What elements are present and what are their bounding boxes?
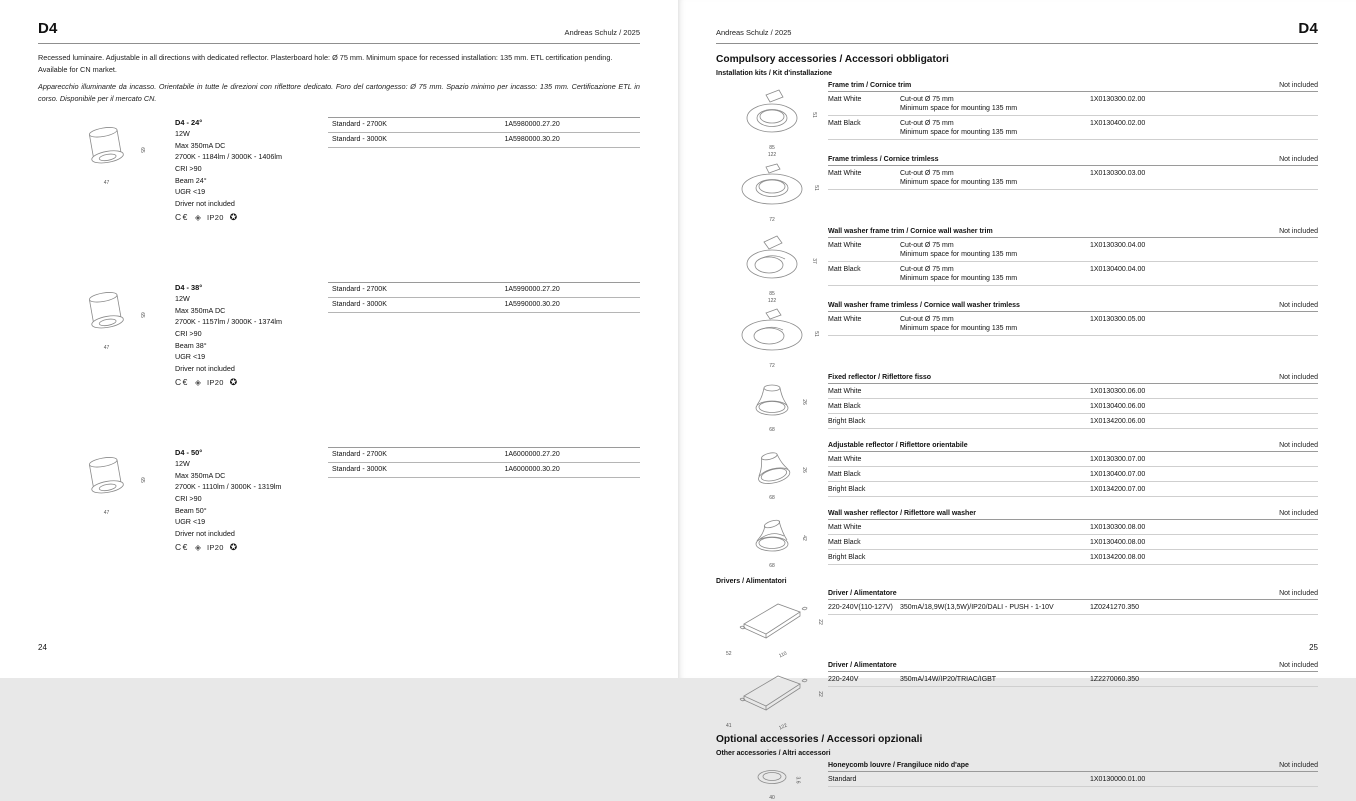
order-code: 1X0130300.02.00 bbox=[1090, 95, 1146, 103]
spec-notes bbox=[900, 675, 1090, 684]
accessory-item bbox=[716, 82, 1318, 151]
spec-notes bbox=[900, 241, 1090, 259]
product-description-en: Recessed luminaire. Adjustable in all directions with dedicated reflector. Plasterboard hole: Ø 75 mm. Minimum space for recessed installation: 135 mm. ETL certification pending. Available for CN market. bbox=[38, 53, 613, 74]
variant-label: Standard - 3000K bbox=[332, 135, 387, 143]
spotlight-drawing bbox=[78, 453, 145, 516]
variant-row bbox=[328, 283, 640, 298]
spec-line: 12W bbox=[175, 459, 190, 469]
spec-line: UGR <19 bbox=[175, 187, 206, 197]
group-label: Installation kits / Kit d'installazione bbox=[716, 70, 833, 77]
finish-label: Matt White bbox=[828, 169, 862, 177]
accessory-item bbox=[716, 662, 1318, 732]
reflector-adjustable-drawing bbox=[746, 446, 808, 501]
dimension-label: 51 bbox=[813, 330, 820, 337]
dimension-label: 22 bbox=[817, 618, 824, 625]
accessory-title: Driver / Alimentatore bbox=[828, 590, 897, 597]
finish-label: Matt White bbox=[828, 387, 862, 395]
honeycomb-drawing bbox=[752, 766, 801, 801]
variant-code: 1A6000000.30.20 bbox=[504, 465, 560, 473]
accessory-table bbox=[828, 662, 1318, 721]
section-title: Compulsory accessories / Accessori obbligatori bbox=[716, 54, 949, 65]
variant-code: 1A5990000.30.20 bbox=[504, 300, 560, 308]
spec-line: Beam 50° bbox=[175, 505, 207, 515]
spec-line: Max 350mA DC bbox=[175, 470, 226, 480]
ce-icon: C€ bbox=[175, 212, 189, 223]
order-code: 1X0134200.08.00 bbox=[1090, 553, 1146, 561]
adjustable-diamond-icon: ◈ bbox=[194, 213, 202, 223]
not-included-label: Not included bbox=[1279, 590, 1318, 597]
spec-note-line: Cut-out Ø 75 mm bbox=[900, 119, 954, 127]
spec-note-line: Cut-out Ø 75 mm bbox=[900, 265, 954, 273]
accessory-row bbox=[828, 414, 1318, 429]
accessory-row bbox=[828, 550, 1318, 565]
product-name: D4 - 50° bbox=[175, 447, 203, 457]
spec-notes bbox=[900, 523, 1090, 532]
spec-notes bbox=[900, 775, 1090, 784]
variant-table bbox=[328, 117, 640, 148]
product-name: D4 - 24° bbox=[175, 117, 203, 127]
accessory-row bbox=[828, 520, 1318, 535]
dimension-label: 40 bbox=[769, 795, 775, 801]
page-number-right: 25 bbox=[1309, 643, 1318, 652]
wallwasher-trim-ring-drawing bbox=[736, 232, 818, 297]
spec-notes bbox=[900, 169, 1090, 187]
spec-line: CRI >90 bbox=[175, 329, 202, 339]
order-code: 1X0130400.08.00 bbox=[1090, 538, 1146, 546]
dimension-label: 26 bbox=[801, 466, 808, 473]
etl-icon: ✪ bbox=[229, 377, 238, 388]
right-page-header bbox=[716, 20, 1318, 44]
dimension-label: 47 bbox=[103, 344, 110, 351]
dimension-label: 72 bbox=[769, 363, 775, 369]
accessory-drawing-column bbox=[716, 298, 828, 369]
dimension-label: 122 bbox=[777, 722, 788, 732]
trim-ring-drawing bbox=[736, 86, 818, 151]
spec-line: 2700K - 1184lm / 3000K - 1406lm bbox=[175, 152, 282, 162]
spec-notes bbox=[900, 119, 1090, 137]
order-code: 1X0130400.02.00 bbox=[1090, 119, 1146, 127]
accessory-table bbox=[828, 82, 1318, 143]
accessory-drawing-column bbox=[716, 590, 828, 660]
accessory-table bbox=[828, 442, 1318, 497]
driver-box-drawing bbox=[726, 666, 824, 732]
not-included-label: Not included bbox=[1279, 510, 1318, 517]
spec-notes bbox=[900, 402, 1090, 411]
accessory-title: Wall washer reflector / Riflettore wall washer bbox=[828, 510, 976, 517]
finish-label: Matt White bbox=[828, 315, 862, 323]
spec-line: Beam 24° bbox=[175, 175, 207, 185]
accessory-title: Honeycomb louvre / Frangiluce nido d'ape bbox=[828, 762, 969, 769]
dimension-label: 65 bbox=[138, 147, 145, 153]
dimension-label: 68 bbox=[769, 563, 775, 569]
spec-note-line: Minimum space for mounting 135 mm bbox=[900, 324, 1018, 332]
finish-label: Matt White bbox=[828, 523, 862, 531]
accessory-row bbox=[828, 535, 1318, 550]
spec-line: Driver not included bbox=[175, 198, 235, 208]
accessory-row bbox=[828, 384, 1318, 399]
spec-note-line: Minimum space for mounting 135 mm bbox=[900, 178, 1018, 186]
accessory-title: Wall washer frame trim / Cornice wall washer trim bbox=[828, 228, 993, 235]
accessory-item bbox=[716, 590, 1318, 660]
product-block bbox=[38, 117, 640, 282]
order-code: 1Z2270060.350 bbox=[1090, 675, 1140, 683]
page-title: D4 bbox=[1298, 20, 1318, 37]
author-credit: Andreas Schulz / 2025 bbox=[716, 28, 792, 37]
accessory-table bbox=[828, 374, 1318, 429]
ip20-icon: IP20 bbox=[207, 213, 224, 223]
accessory-item bbox=[716, 442, 1318, 501]
variant-row bbox=[328, 448, 640, 463]
variant-row bbox=[328, 118, 640, 133]
spec-line: CRI >90 bbox=[175, 164, 202, 174]
accessory-drawing-column bbox=[716, 374, 828, 433]
spec-line: CRI >90 bbox=[175, 494, 202, 504]
left-products bbox=[38, 117, 640, 612]
accessory-row bbox=[828, 116, 1318, 140]
spec-notes bbox=[900, 538, 1090, 547]
right-sections bbox=[716, 54, 1318, 801]
variant-code: 1A5980000.27.20 bbox=[504, 120, 560, 128]
variant-label: Standard - 3000K bbox=[332, 465, 387, 473]
group-label: Drivers / Alimentatori bbox=[716, 578, 787, 585]
dimension-label: 85 bbox=[769, 145, 775, 151]
spec-notes bbox=[900, 470, 1090, 479]
adjustable-diamond-icon: ◈ bbox=[194, 543, 202, 553]
accessory-row bbox=[828, 166, 1318, 190]
spec-line: Beam 38° bbox=[175, 340, 207, 350]
accessory-title-row bbox=[828, 662, 1318, 672]
order-code: 1X0130400.07.00 bbox=[1090, 470, 1146, 478]
accessory-row bbox=[828, 92, 1318, 116]
product-drawing-column bbox=[38, 447, 175, 612]
spec-line: UGR <19 bbox=[175, 517, 206, 527]
order-code: 1X0130000.01.00 bbox=[1090, 775, 1146, 783]
accessory-title-row bbox=[828, 156, 1318, 166]
not-included-label: Not included bbox=[1279, 82, 1318, 89]
variant-label: Standard - 3000K bbox=[332, 300, 387, 308]
dimension-label: 68 bbox=[769, 495, 775, 501]
spec-line: Max 350mA DC bbox=[175, 140, 226, 150]
dimension-label: 72 bbox=[769, 217, 775, 223]
dimension-label: 122 bbox=[767, 152, 777, 158]
spec-notes bbox=[900, 315, 1090, 333]
finish-label: Bright Black bbox=[828, 417, 866, 425]
accessory-title-row bbox=[828, 228, 1318, 238]
spec-notes bbox=[900, 387, 1090, 396]
dimension-label: 122 bbox=[767, 298, 777, 304]
spec-line: 2700K - 1157lm / 3000K - 1374lm bbox=[175, 317, 282, 327]
dimension-label: 85 bbox=[769, 291, 775, 297]
accessory-row bbox=[828, 672, 1318, 687]
order-code: 1X0130300.06.00 bbox=[1090, 387, 1146, 395]
finish-label: Matt Black bbox=[828, 538, 861, 546]
dimension-label: 22 bbox=[817, 690, 824, 697]
reflector-wallwasher-drawing bbox=[746, 514, 808, 569]
spotlight-drawing bbox=[78, 288, 145, 351]
order-code: 1X0130300.07.00 bbox=[1090, 455, 1146, 463]
dimension-label: 37 bbox=[811, 257, 818, 264]
spec-line: Max 350mA DC bbox=[175, 305, 226, 315]
ce-icon: C€ bbox=[175, 542, 189, 553]
accessory-row bbox=[828, 600, 1318, 615]
accessory-table bbox=[828, 590, 1318, 649]
dimension-label: 65 bbox=[138, 477, 145, 483]
variant-table bbox=[328, 447, 640, 478]
not-included-label: Not included bbox=[1279, 662, 1318, 669]
spotlight-drawing bbox=[78, 123, 145, 186]
finish-label: Matt Black bbox=[828, 470, 861, 478]
spec-notes bbox=[900, 553, 1090, 562]
accessory-table bbox=[828, 156, 1318, 215]
dimension-label: 52 bbox=[726, 651, 732, 657]
spec-note-line: Minimum space for mounting 135 mm bbox=[900, 128, 1018, 136]
variant-label: Standard - 2700K bbox=[332, 450, 387, 458]
finish-label: Bright Black bbox=[828, 485, 866, 493]
variant-code: 1A6000000.27.20 bbox=[504, 450, 560, 458]
product-specs bbox=[175, 282, 328, 447]
finish-label: Matt White bbox=[828, 95, 862, 103]
product-drawing-column bbox=[38, 282, 175, 447]
accessory-table bbox=[828, 510, 1318, 565]
finish-label: Matt Black bbox=[828, 402, 861, 410]
adjustable-diamond-icon: ◈ bbox=[194, 378, 202, 388]
dimension-label: 47 bbox=[103, 509, 110, 516]
not-included-label: Not included bbox=[1279, 228, 1318, 235]
ce-icon: C€ bbox=[175, 377, 189, 388]
spec-note-line: Minimum space for mounting 135 mm bbox=[900, 250, 1018, 258]
accessory-title-row bbox=[828, 510, 1318, 520]
accessory-item bbox=[716, 152, 1318, 223]
dimension-label: 26 bbox=[801, 398, 808, 405]
spec-note-line: Cut-out Ø 75 mm bbox=[900, 241, 954, 249]
accessory-row bbox=[828, 312, 1318, 336]
page-right bbox=[678, 0, 1356, 801]
variant-label: Standard - 2700K bbox=[332, 285, 387, 293]
order-code: 1Z0241270.350 bbox=[1090, 603, 1140, 611]
accessory-title-row bbox=[828, 590, 1318, 600]
accessory-title: Adjustable reflector / Riflettore orientabile bbox=[828, 442, 968, 449]
spec-notes bbox=[900, 455, 1090, 464]
finish-label: Matt Black bbox=[828, 119, 861, 127]
accessory-title-row bbox=[828, 374, 1318, 384]
accessory-row bbox=[828, 467, 1318, 482]
page-title: D4 bbox=[38, 20, 58, 37]
accessory-table bbox=[828, 762, 1318, 793]
accessory-row bbox=[828, 262, 1318, 286]
spec-line: 12W bbox=[175, 129, 190, 139]
spec-note-line: Cut-out Ø 75 mm bbox=[900, 315, 954, 323]
product-name: D4 - 38° bbox=[175, 282, 203, 292]
etl-icon: ✪ bbox=[229, 212, 238, 223]
finish-label: 220-240V bbox=[828, 675, 859, 683]
accessory-row bbox=[828, 238, 1318, 262]
dimension-label: 51 bbox=[811, 111, 818, 118]
author-credit: Andreas Schulz / 2025 bbox=[564, 28, 640, 37]
spec-notes bbox=[900, 603, 1090, 612]
spec-note-line: 350mA/14W/IP20/TRIAC/IGBT bbox=[900, 675, 997, 683]
spec-notes bbox=[900, 485, 1090, 494]
not-included-label: Not included bbox=[1279, 156, 1318, 163]
accessory-drawing-column bbox=[716, 82, 828, 151]
order-code: 1X0130300.05.00 bbox=[1090, 315, 1146, 323]
accessory-title: Fixed reflector / Riflettore fisso bbox=[828, 374, 932, 381]
dimension-label: 65 bbox=[138, 312, 145, 318]
product-description-it: Apparecchio illuminante da incasso. Orientabile in tutte le direzioni con riflettore dedicato. Foro del cartongesso: Ø 75 mm. Spazio minimo per incasso: 135 mm. Certificazione ETL in corso. Disponibile per il mercato CN. bbox=[38, 82, 640, 104]
group-label: Other accessories / Altri accessori bbox=[716, 750, 831, 757]
dimension-label: 68 bbox=[769, 427, 775, 433]
certification-icons bbox=[175, 377, 328, 389]
order-code: 1X0134200.07.00 bbox=[1090, 485, 1146, 493]
accessory-drawing-column bbox=[716, 152, 828, 223]
reflector-fixed-drawing bbox=[746, 378, 808, 433]
accessory-row bbox=[828, 399, 1318, 414]
accessory-title: Driver / Alimentatore bbox=[828, 662, 897, 669]
spec-line: 2700K - 1110lm / 3000K - 1319lm bbox=[175, 482, 282, 492]
finish-label: Matt White bbox=[828, 455, 862, 463]
dimension-label: 42 bbox=[801, 534, 808, 541]
variant-table bbox=[328, 282, 640, 313]
finish-label: Bright Black bbox=[828, 553, 866, 561]
left-page-header bbox=[38, 20, 640, 44]
ip20-icon: IP20 bbox=[207, 378, 224, 388]
spec-notes bbox=[900, 265, 1090, 283]
dimension-label: 3.6 bbox=[794, 776, 801, 783]
product-specs bbox=[175, 447, 328, 612]
ip20-icon: IP20 bbox=[207, 543, 224, 553]
variant-row bbox=[328, 463, 640, 478]
accessory-item bbox=[716, 374, 1318, 433]
variant-code: 1A5990000.27.20 bbox=[504, 285, 560, 293]
accessory-item bbox=[716, 228, 1318, 297]
accessory-table bbox=[828, 302, 1318, 361]
accessory-drawing-column bbox=[716, 762, 828, 801]
finish-label: Standard bbox=[828, 775, 857, 783]
not-included-label: Not included bbox=[1279, 374, 1318, 381]
accessory-item bbox=[716, 298, 1318, 369]
dimension-label: 41 bbox=[726, 723, 732, 729]
accessory-title: Frame trimless / Cornice trimless bbox=[828, 156, 939, 163]
accessory-item bbox=[716, 510, 1318, 569]
variant-row bbox=[328, 298, 640, 313]
accessory-row bbox=[828, 452, 1318, 467]
page-left bbox=[0, 0, 678, 678]
certification-icons bbox=[175, 542, 328, 554]
spec-line: Driver not included bbox=[175, 528, 235, 538]
spec-notes bbox=[900, 95, 1090, 113]
dimension-label: 47 bbox=[103, 179, 110, 186]
variant-row bbox=[328, 133, 640, 148]
spec-note-line: Minimum space for mounting 135 mm bbox=[900, 274, 1018, 282]
dimension-label: 51 bbox=[813, 184, 820, 191]
driver-box-drawing bbox=[726, 594, 824, 660]
spec-line: Driver not included bbox=[175, 363, 235, 373]
product-specs bbox=[175, 117, 328, 282]
variant-label: Standard - 2700K bbox=[332, 120, 387, 128]
finish-label: 220-240V(110-127V) bbox=[828, 603, 893, 611]
spec-line: 12W bbox=[175, 294, 190, 304]
order-code: 1X0130300.03.00 bbox=[1090, 169, 1146, 177]
not-included-label: Not included bbox=[1279, 762, 1318, 769]
spec-notes bbox=[900, 417, 1090, 426]
spec-line: UGR <19 bbox=[175, 352, 206, 362]
accessory-drawing-column bbox=[716, 228, 828, 297]
page-number-left: 24 bbox=[38, 643, 47, 652]
accessory-drawing-column bbox=[716, 442, 828, 501]
product-block bbox=[38, 282, 640, 447]
accessory-title-row bbox=[828, 82, 1318, 92]
accessory-row bbox=[828, 772, 1318, 787]
order-code: 1X0130400.04.00 bbox=[1090, 265, 1146, 273]
accessory-drawing-column bbox=[716, 510, 828, 569]
accessory-title: Wall washer frame trimless / Cornice wall washer trimless bbox=[828, 302, 1020, 309]
order-code: 1X0130300.04.00 bbox=[1090, 241, 1146, 249]
accessory-title-row bbox=[828, 762, 1318, 772]
variant-code: 1A5980000.30.20 bbox=[504, 135, 560, 143]
spec-note-line: Minimum space for mounting 135 mm bbox=[900, 104, 1018, 112]
spec-note-line: Cut-out Ø 75 mm bbox=[900, 169, 954, 177]
accessory-row bbox=[828, 482, 1318, 497]
accessory-table bbox=[828, 228, 1318, 289]
not-included-label: Not included bbox=[1279, 302, 1318, 309]
dimension-label: 110 bbox=[777, 650, 788, 660]
section-title: Optional accessories / Accessori opzionali bbox=[716, 734, 923, 745]
accessory-title-row bbox=[828, 442, 1318, 452]
not-included-label: Not included bbox=[1279, 442, 1318, 449]
etl-icon: ✪ bbox=[229, 542, 238, 553]
order-code: 1X0130400.06.00 bbox=[1090, 402, 1146, 410]
accessory-title-row bbox=[828, 302, 1318, 312]
wallwasher-trimless-ring-drawing bbox=[734, 298, 820, 369]
finish-label: Matt Black bbox=[828, 265, 861, 273]
product-drawing-column bbox=[38, 117, 175, 282]
accessory-item bbox=[716, 762, 1318, 801]
certification-icons bbox=[175, 212, 328, 224]
trimless-ring-drawing bbox=[734, 152, 820, 223]
product-block bbox=[38, 447, 640, 612]
accessory-title: Frame trim / Cornice trim bbox=[828, 82, 912, 89]
spec-note-line: 350mA/18,9W(13,5W)/IP20/DALI - PUSH - 1-10V bbox=[900, 603, 1054, 611]
spec-note-line: Cut-out Ø 75 mm bbox=[900, 95, 954, 103]
order-code: 1X0130300.08.00 bbox=[1090, 523, 1146, 531]
order-code: 1X0134200.06.00 bbox=[1090, 417, 1146, 425]
finish-label: Matt White bbox=[828, 241, 862, 249]
accessory-drawing-column bbox=[716, 662, 828, 732]
